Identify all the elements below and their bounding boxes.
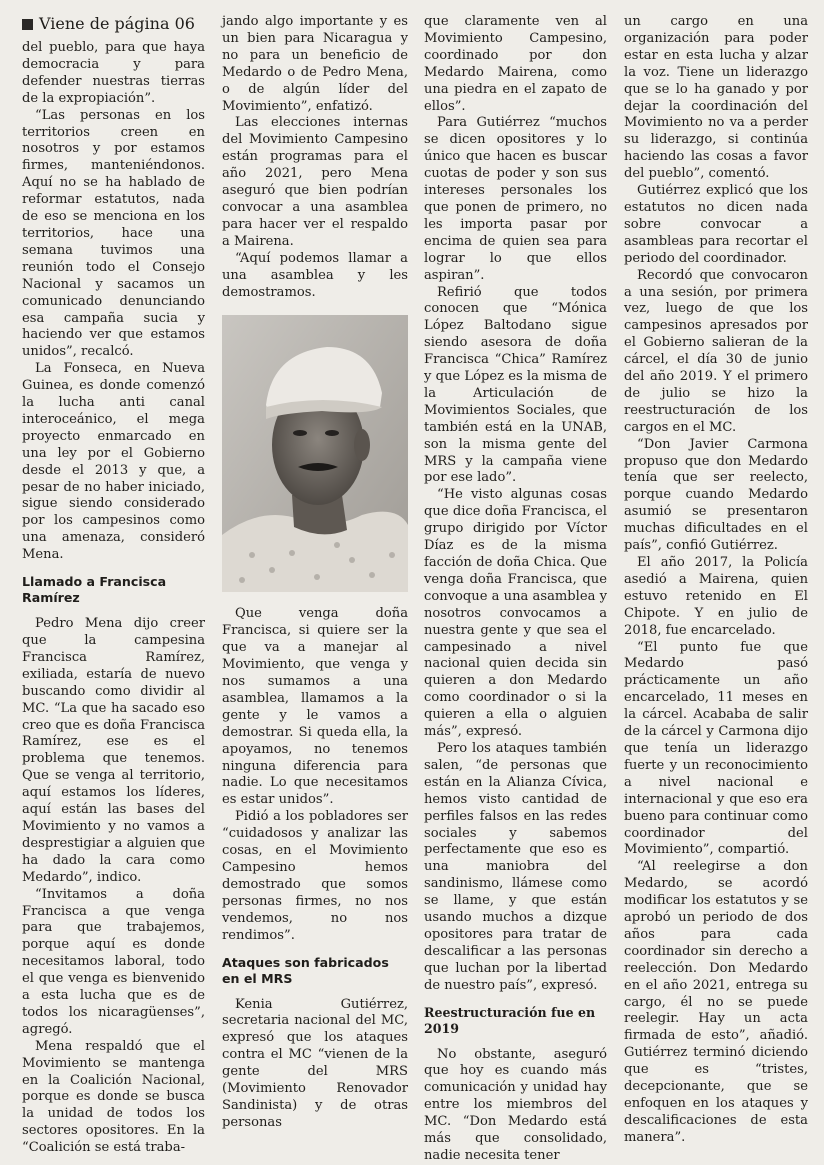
paragraph: Gutiérrez explicó que los estatutos no dicen nada sobre convocar a asambleas para recortar el periodo del coordinador. [624,183,808,266]
paragraph: “El punto fue que Medardo pasó prácticamente un año encarcelado, 11 meses en la cárcel. Acababa de salir de la cárcel y Carmona dijo que tenía un liderazgo fuerte y un reconocimiento a nivel nacional e internacional y que eso era bueno para continuar como coordinador del Movimiento”, compartió. [624,639,808,858]
paragraph: No obstante, aseguró que hoy es cuando más comunicación y unidad hay entre los miembros del MC. “Don Medardo está más que consolidado, nadie necesita tener [424,1046,607,1163]
paragraph: jando algo importante y es un bien para Nicaragua y no para un beneficio de Medardo o de Pedro Mena, o de algún líder del Movimiento”, enfatizó. [222,14,408,114]
article-column-3 [424,14,607,1163]
paragraph: Kenia Gutiérrez, secretaria nacional del MC, expresó que los ataques contra el MC “vienen de la gente del MRS (Movimiento Renovador Sandinista) y de otras personas [222,996,408,1130]
paragraph: Recordó que convocaron a una sesión, por primera vez, luego de que los campesinos apresados por el Gobierno salieran de la cárcel, el día 30 de junio del año 2019. Y el primero de julio se hizo la reestructuración de los cargos en el MC. [624,267,808,435]
paragraph: “Don Javier Carmona propuso que don Medardo tenía que ser reelecto, porque cuando Medardo asumió se presentaron muchas dificultades en el país”, confió Gutiérrez. [624,436,808,554]
section-subhead: Ataques son fabricados en el MRS [222,954,389,986]
section-subhead: Llamado a Francisca Ramírez [22,574,167,606]
paragraph: La Fonseca, en Nueva Guinea, es donde comenzó la lucha anti canal interoceánico, el mega proyecto enmarcado en una ley por el Gobierno desde el 2013 y que, a pesar de no haber iniciado, sigue siendo considerado por los campesinos como una amenaza, consideró Mena. [22,361,205,563]
paragraph: un cargo en una organización para poder estar en esta lucha y alzar la voz. Tiene un liderazgo que se lo ha ganado y por dejar la coordinación del Movimiento no va a perder su liderazgo, si continúa haciendo las cosas a favor del pueblo”, comentó. [624,14,808,182]
paragraph: Para Gutiérrez “muchos se dicen opositores y lo único que hacen es buscar cuotas de poder y son sus intereses personales los que ponen de primero, no les importa pasar por encima de quien sea para lograr lo que ellos aspiran”. [424,115,607,283]
continued-from-kicker [22,14,205,34]
portrait-photo-graphic [222,315,408,592]
paragraph: Pidió a los pobladores ser “cuidadosos y analizar las cosas, en el Movimiento Campesino hemos demostrado que somos personas firmes, no nos vendemos, no nos rendimos”. [222,809,408,943]
paragraph: “Las personas en los territorios creen en nosotros y por estamos firmes, manteniéndonos. Aquí no se ha hablado de reformar estatutos, nada de eso se menciona en los territorios, hace una semana tuvimos una reunión todo el Consejo Nacional y sacamos un comunicado denunciando esa campaña sucia y haciendo ver que estamos unidos”, recalcó. [22,107,205,360]
article-column-4 [624,14,808,1145]
portrait-photo-icon [222,315,408,592]
paragraph: “He visto algunas cosas que dice doña Francisca, el grupo dirigido por Víctor Díaz es de la misma facción de doña Chica. Que venga doña Francisca, que convoque a una asamblea y nosotros convocamos a nuestra gente y que sea el campesinado a nivel nacional quien decida sin quieren a don Medardo como coordinador o si la quieren a ella o alguien más”, expresó. [424,487,607,740]
square-bullet-icon [22,19,33,30]
paragraph: “Al reelegirse a don Medardo, se acordó modificar los estatutos y se aprobó un periodo de dos años para cada coordinador sin derecho a reelección. Don Medardo en el año 2021, entrega su cargo, él no se puede reelegir. Hay un acta firmada de esto”, añadió. Gutiérrez terminó diciendo que es “tristes, decepcionante, que se enfoquen en los ataques y descalificaciones de esta manera”. [624,859,808,1145]
article-column-1 [22,14,205,1156]
kicker-label: Viene de página 06 [39,14,195,33]
paragraph: Las elecciones internas del Movimiento Campesino están programas para el año 2021, pero Mena aseguró que bien podrían convocar a una asamblea para hacer ver el respaldo a Mairena. [222,115,408,249]
paragraph: Pedro Mena dijo creer que la campesina Francisca Ramírez, exiliada, estaría de nuevo buscando como dividir al MC. “La que ha sacado eso creo que es doña Francisca Ramírez, ese es el problema que tenemos. Que se venga al territorio, aquí estamos los líderes, aquí están las bases del Movimiento y no vamos a desprestigiar a alguien que ha dado la cara como Medardo”, indico. [22,616,205,885]
article-column-2 [222,14,408,1130]
section-subhead: Reestructuración fue en 2019 [424,1004,596,1036]
paragraph: “Aquí podemos llamar a una asamblea y les demostramos. [222,250,408,300]
paragraph: Mena respaldó que el Movimiento se mantenga en la Coalición Nacional, porque es donde se busca la unidad de todos los sectores opositores. En la “Coalición se está traba- [22,1038,205,1156]
paragraph: “Invitamos a doña Francisca a que venga para que trabajemos, porque aquí es donde necesitamos laboral, todo el que venga es bienvenido a esta lucha que es de todos los nicaragüenses”, agregó. [22,886,205,1037]
paragraph: Pero los ataques también salen, “de personas que están en la Alianza Cívica, hemos visto cantidad de perfiles falsos en las redes sociales y sabemos perfectamente que eso es una maniobra del sandinismo, llámese como se llame, y que están usando muchos a dizque opositores para tratar de descalificar a las personas que luchan por la libertad de nuestro país”, expresó. [424,740,607,993]
paragraph: del pueblo, para que haya democracia y para defender nuestras tierras de la expropiación”. [22,40,205,106]
paragraph: Que venga doña Francisca, si quiere ser la que va a manejar al Movimiento, que venga y nos sumamos a una asamblea, llamamos a la gente y le vamos a demostrar. Si queda ella, la apoyamos, no tenemos ninguna diferencia para nadie. Lo que necesitamos es estar unidos”. [222,606,408,808]
paragraph: que claramente ven al Movimiento Campesino, coordinado por don Medardo Mairena, como una piedra en el zapato de ellos”. [424,14,607,114]
paragraph: El año 2017, la Policía asedió a Mairena, quien estuvo retenido en El Chipote. Y en julio de 2018, fue encarcelado. [624,555,808,638]
paragraph: Refirió que todos conocen que “Mónica López Baltodano sigue siendo asesora de doña Francisca “Chica” Ramírez y que López es la misma de la Articulación de Movimientos Sociales, que también está en la UNAB, son la misma gente del MRS y la campaña viene por ese lado”. [424,284,607,486]
